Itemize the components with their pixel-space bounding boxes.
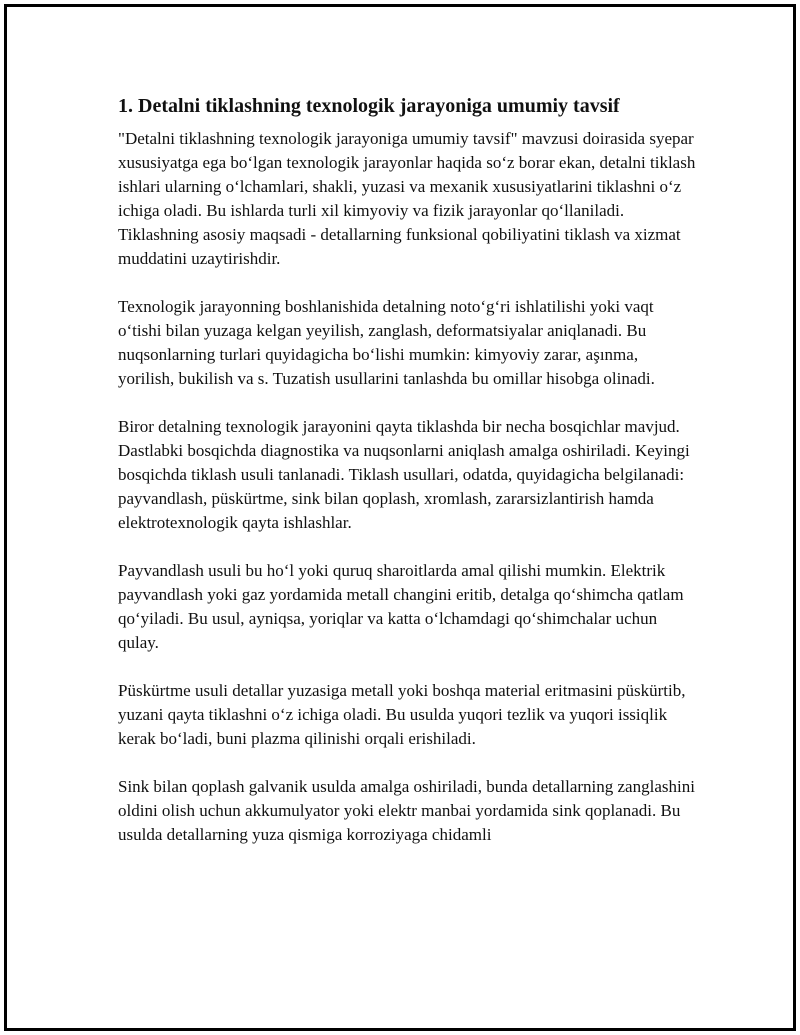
paragraph-welding: Payvandlash usuli bu ho‘l yoki quruq sharoitlarda amal qilishi mumkin. Elektrik payvandlash yoki gaz yordamida metall changini eritib, detalga qo‘shimcha qatlam qo‘yiladi. Bu usul, ayniqsa, yoriqlar va katta o‘lchamdagi qo‘shimchalar uchun qulay.	[118, 561, 684, 652]
paragraph-intro: "Detalni tiklashning texnologik jarayoniga umumiy tavsif" mavzusi doirasida syepar xususiyatga ega bo‘lgan texnologik jarayonlar haqida so‘z borar ekan, detalni tiklash ishlari ularning o‘lchamlari, shakli, yuzasi va mexanik xususiyatlarini tiklashni o‘z ichiga oladi. Bu ishlarda turli xil kimyoviy va fizik jarayonlar qo‘llaniladi. Tiklashning asosiy maqsadi - detallarning funksional qobiliyatini tiklash va xizmat muddatini uzaytirishdir.	[118, 129, 696, 268]
document-body	[118, 92, 698, 871]
paragraph-spraying: Püskürtme usuli detallar yuzasiga metall yoki boshqa material eritmasini püskürtib, yuzani qayta tiklashni o‘z ichiga oladi. Bu usulda yuqori tezlik va yuqori issiqlik kerak bo‘ladi, buni plazma qilinishi orqali erishiladi.	[118, 681, 686, 748]
section-heading: 1. Detalni tiklashning texnologik jarayoniga umumiy tavsif	[118, 95, 620, 117]
paragraph-defects: Texnologik jarayonning boshlanishida detalning noto‘g‘ri ishlatilishi yoki vaqt o‘tishi bilan yuzaga kelgan yeyilish, zanglash, deformatsiyalar aniqlanadi. Bu nuqsonlarning turlari quyidagicha bo‘lishi mumkin: kimyoviy zarar, aşınma, yorilish, bukilish va s. Tuzatish usullarini tanlashda bu omillar hisobga olinadi.	[118, 297, 655, 388]
paragraph-zinc-coating: Sink bilan qoplash galvanik usulda amalga oshiriladi, bunda detallarning zanglashini oldini olish uchun akkumulyator yoki elektr manbai yordamida sink qoplanadi. Bu usulda detallarning yuza qismiga korroziyaga chidamli	[118, 777, 695, 844]
paragraph-stages: Biror detalning texnologik jarayonini qayta tiklashda bir necha bosqichlar mavjud. Dastlabki bosqichda diagnostika va nuqsonlarni aniqlash amalga oshiriladi. Keyingi bosqichda tiklash usuli tanlanadi. Tiklash usullari, odatda, quyidagicha belgilanadi: payvandlash, püskürtme, sink bilan qoplash, xromlash, zararsizlantirish hamda elektrotexnologik qayta ishlashlar.	[118, 417, 690, 532]
